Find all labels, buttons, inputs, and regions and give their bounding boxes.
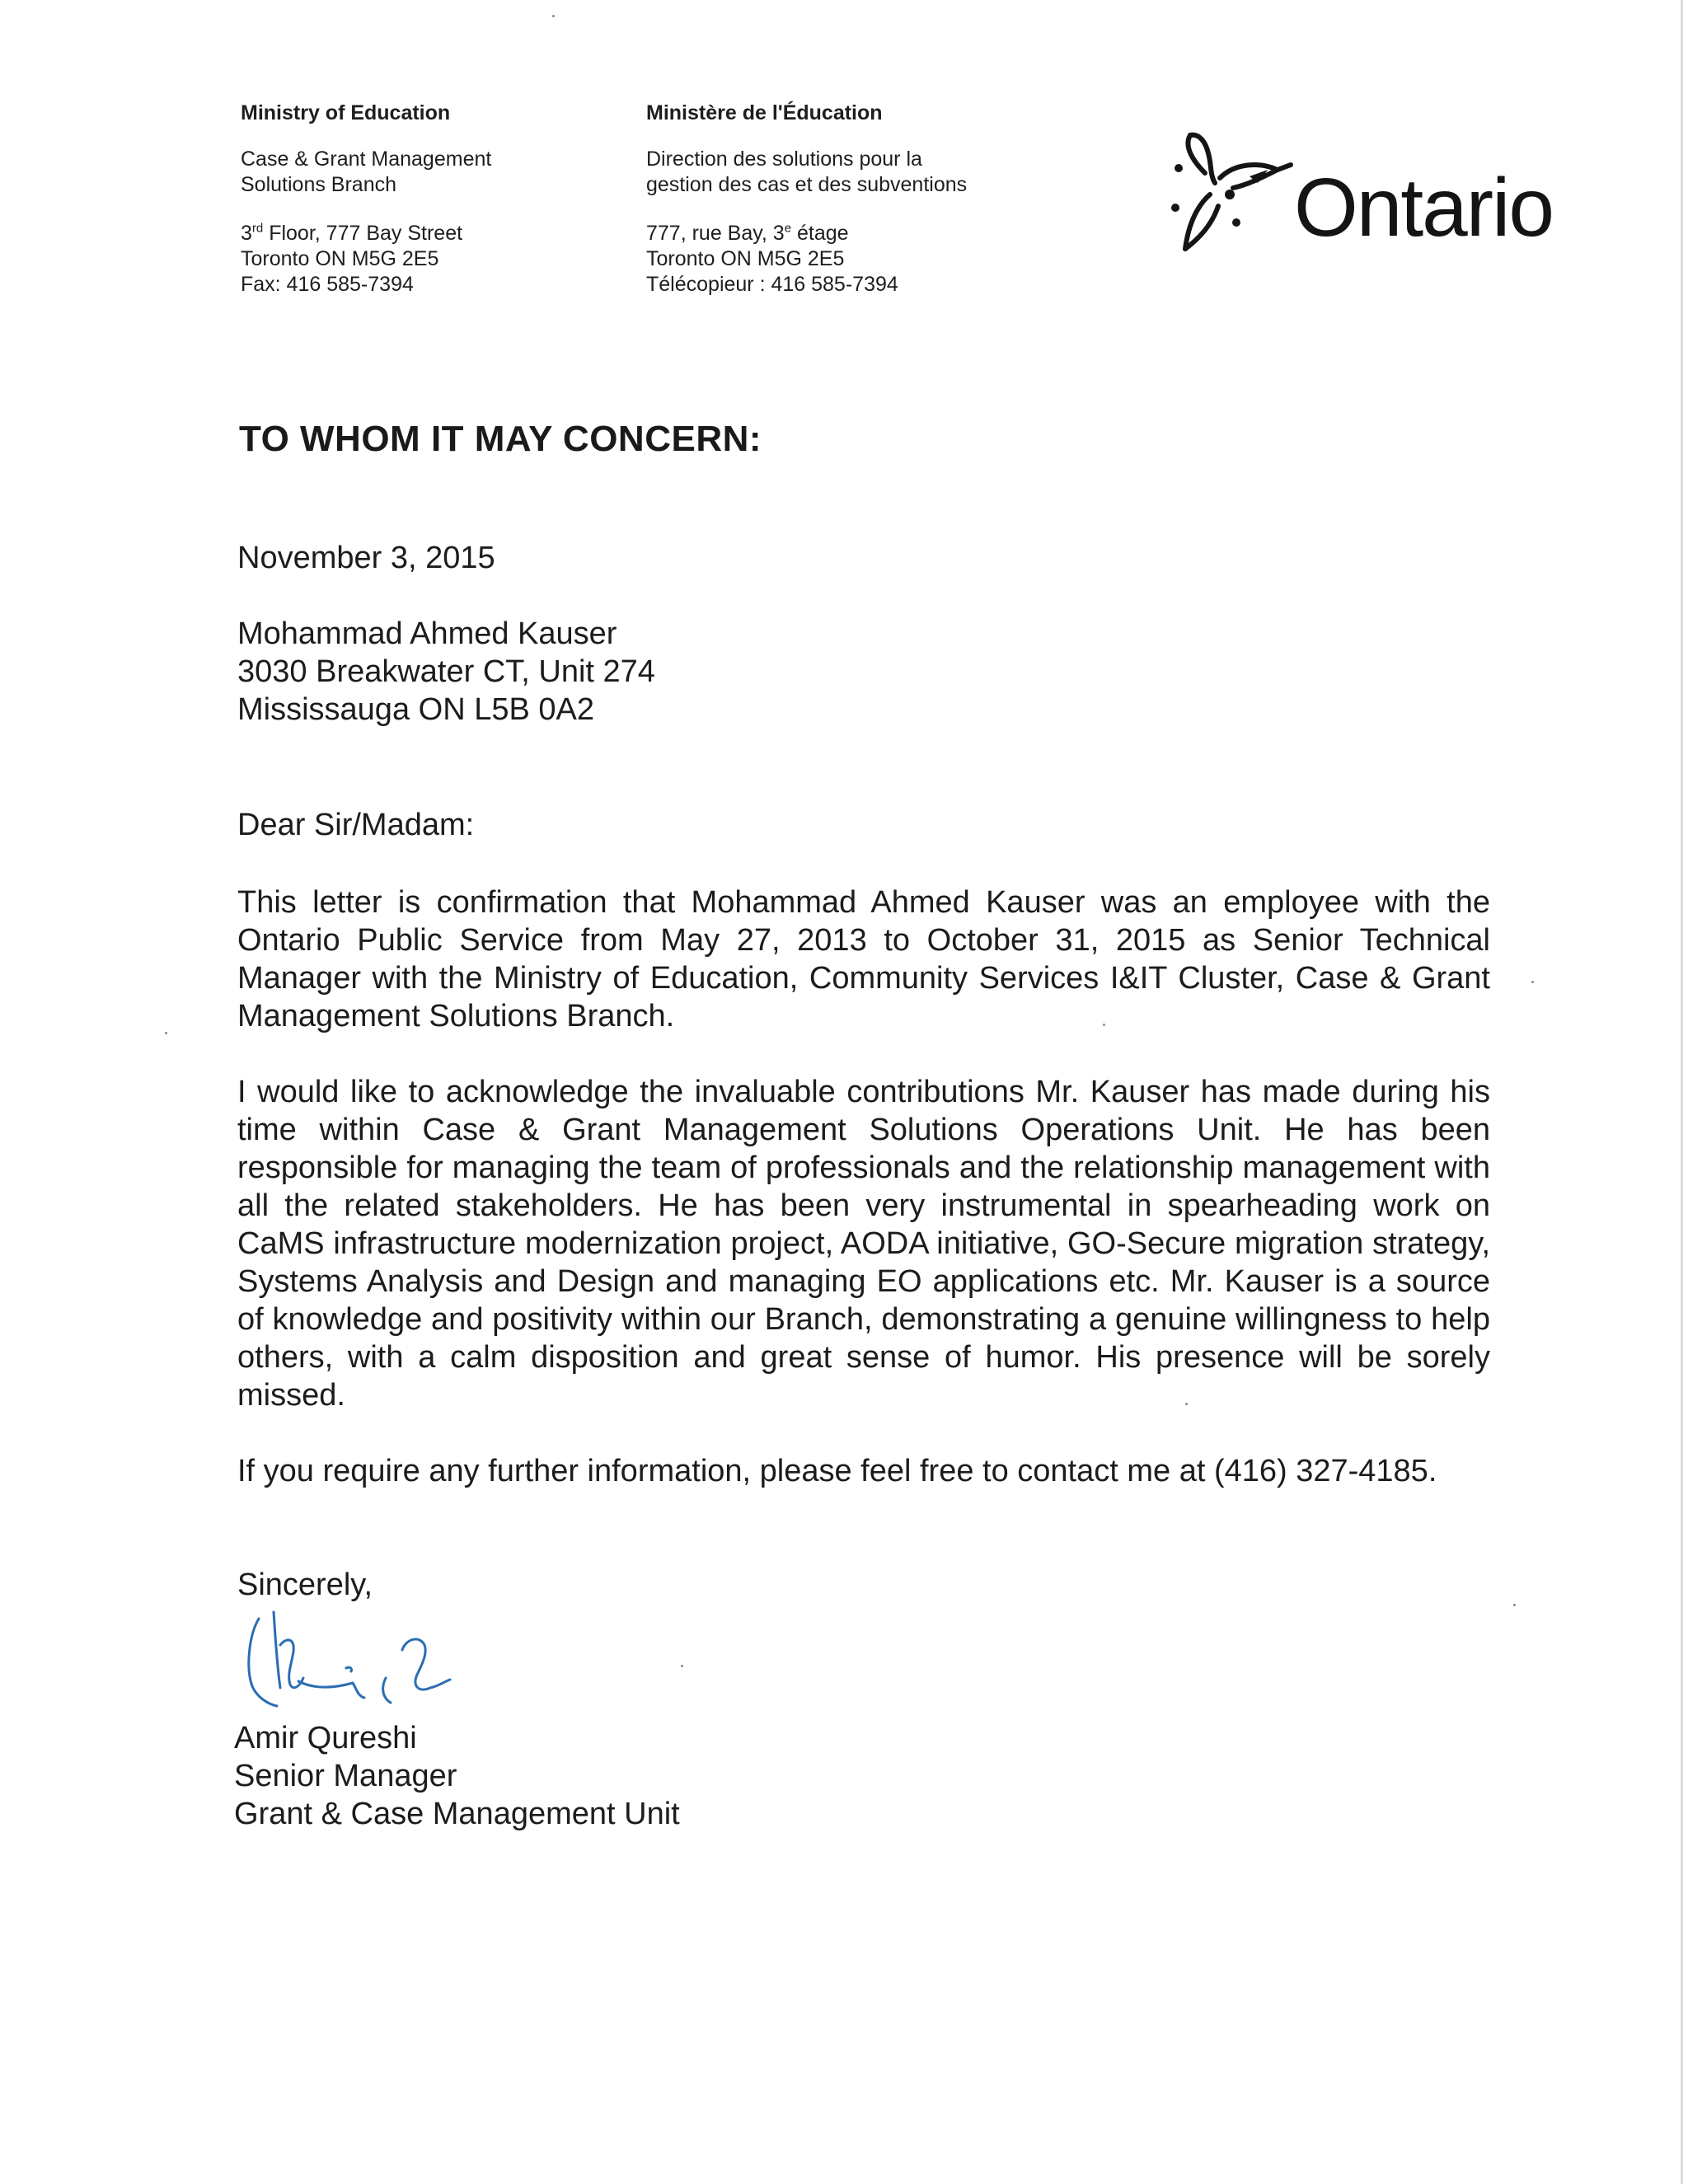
scan-speck [681, 1665, 683, 1667]
ontario-logo [1169, 125, 1553, 282]
address-en-city: Toronto ON M5G 2E5 [241, 247, 439, 270]
paragraph-acknowledgement: I would like to acknowledge the invaluable contributions Mr. Kauser has made during his time within Case & Grant Management Solutions Operations Unit. He has been responsible for managing the team of professionals and the relationship management with all the related stakeholders. He has been very instrumental in spearheading work on CaMS infrastructure modernization project, AODA initiative, GO-Secure migration strategy, Systems Analysis and Design and managing EO applications etc. Mr. Kauser is a source of knowledge and positivity within our Branch, demonstrating a genuine willingness to help others, with a calm disposition and great sense of humor. His presence will be sorely missed. [237, 1075, 1490, 1413]
paragraph-contact: If you require any further information, please feel free to contact me at (416) 327-4185. [237, 1454, 1437, 1488]
paragraph-confirmation: This letter is confirmation that Mohammad Ahmed Kauser was an employee with the Ontario Public Service from May 27, 2013 to October 31, 2015 as Senior Technical Manager with the Ministry of Education, Community Services I&IT Cluster, Case & Grant Management Solutions Branch. [237, 885, 1490, 1033]
recipient-street: 3030 Breakwater CT, Unit 274 [237, 654, 655, 689]
recipient-city: Mississauga ON L5B 0A2 [237, 692, 594, 727]
address-en [241, 221, 620, 298]
branch-en [241, 147, 620, 198]
signer-name: Amir Qureshi [234, 1721, 417, 1755]
signer-block [234, 1719, 680, 1833]
address-fr-street: 777, rue Bay, 3e étage [646, 221, 849, 245]
ministry-title-fr: Ministère de l'Éducation [646, 101, 883, 124]
salutation: Dear Sir/Madam: [237, 808, 475, 842]
ontario-trillium-icon [1169, 125, 1301, 265]
address-fr-fax: Télécopieur : 416 585-7394 [646, 273, 898, 296]
handwritten-signature [241, 1596, 513, 1719]
scan-speck [1531, 981, 1534, 983]
scan-speck [1513, 1604, 1516, 1606]
ministry-title-en: Ministry of Education [241, 101, 451, 124]
recipient-block [237, 615, 1490, 729]
address-en-street: 3rd Floor, 777 Bay Street [241, 221, 463, 245]
branch-fr-line-2: gestion des cas et des subventions [646, 173, 968, 196]
recipient-name: Mohammad Ahmed Kauser [237, 616, 617, 651]
letter-date: November 3, 2015 [237, 541, 495, 575]
branch-en-line-1: Case & Grant Management [241, 148, 492, 171]
scan-speck [165, 1032, 167, 1034]
letterhead-french [646, 101, 1108, 298]
address-en-fax: Fax: 416 585-7394 [241, 273, 414, 296]
letter-heading: TO WHOM IT MAY CONCERN: [239, 419, 762, 459]
branch-fr [646, 147, 1108, 198]
scan-speck [552, 15, 555, 17]
signer-title: Senior Manager [234, 1759, 457, 1793]
address-fr [646, 221, 1108, 298]
branch-fr-line-1: Direction des solutions pour la [646, 148, 922, 171]
closing: Sincerely, [237, 1568, 373, 1602]
scan-speck [1103, 1024, 1105, 1026]
letterhead-english [241, 101, 620, 298]
signer-unit: Grant & Case Management Unit [234, 1797, 680, 1831]
address-fr-city: Toronto ON M5G 2E5 [646, 247, 845, 270]
scan-speck [1185, 1403, 1188, 1405]
branch-en-line-2: Solutions Branch [241, 173, 397, 196]
scan-edge [1681, 0, 1683, 2184]
ontario-wordmark: Ontario [1294, 162, 1553, 254]
